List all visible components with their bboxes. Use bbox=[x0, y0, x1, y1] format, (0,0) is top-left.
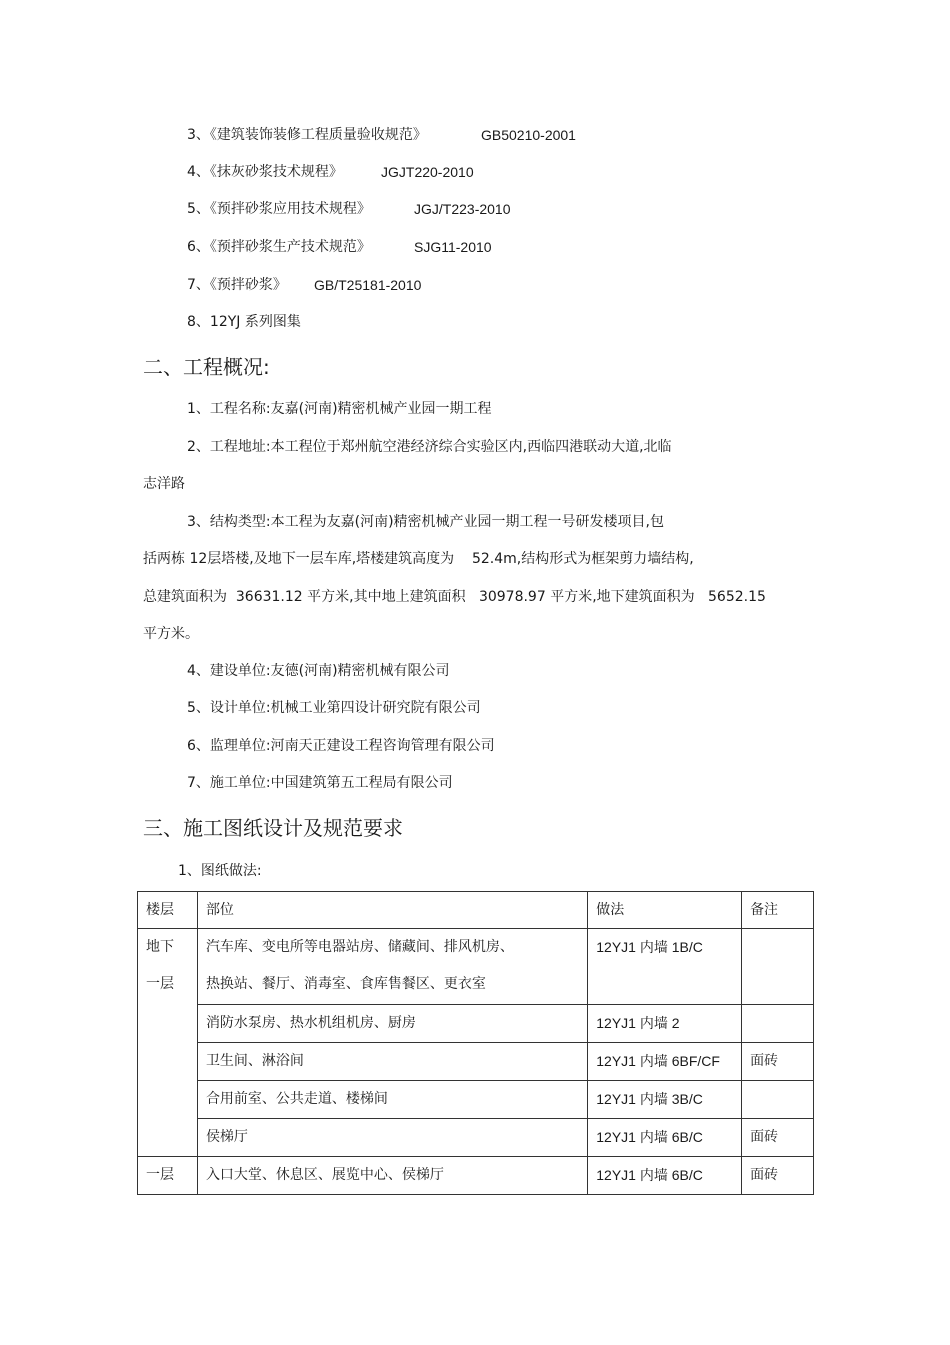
methods-table bbox=[137, 891, 814, 1195]
section-3-title: 三、施工图纸设计及规范要求 bbox=[143, 816, 403, 840]
floor-1-cell: 一层 bbox=[138, 1157, 198, 1195]
reference-4: 4、《抹灰砂浆技术规程》 bbox=[187, 164, 343, 180]
reference-7-code: GB/T25181-2010 bbox=[314, 277, 422, 293]
table-row bbox=[138, 1119, 814, 1157]
drawing-methods-label: 1、图纸做法: bbox=[178, 863, 262, 879]
reference-3-code: GB50210-2001 bbox=[481, 127, 576, 143]
note-cell: 面砖 bbox=[742, 1043, 814, 1081]
project-address-cont: 志洋路 bbox=[143, 476, 185, 492]
reference-8: 8、12YJ 系列图集 bbox=[187, 314, 301, 330]
note-cell bbox=[742, 929, 814, 1005]
method-cell: 12YJ1 内墙 6B/C bbox=[588, 1157, 742, 1195]
table-row bbox=[138, 929, 814, 1005]
table-row bbox=[138, 1043, 814, 1081]
reference-5-code: JGJ/T223-2010 bbox=[414, 201, 511, 217]
note-cell bbox=[742, 1005, 814, 1043]
header-floor: 楼层 bbox=[138, 892, 198, 929]
floor-b1-cell bbox=[138, 929, 198, 1157]
part-cell: 合用前室、公共走道、楼梯间 bbox=[197, 1081, 587, 1119]
part-cell bbox=[197, 929, 587, 1005]
part-cell: 入口大堂、休息区、展览中心、侯梯厅 bbox=[197, 1157, 587, 1195]
table-row bbox=[138, 1005, 814, 1043]
header-method: 做法 bbox=[588, 892, 742, 929]
note-cell bbox=[742, 1081, 814, 1119]
header-note: 备注 bbox=[742, 892, 814, 929]
section-2-title: 二、工程概况: bbox=[143, 355, 270, 379]
owner-unit: 4、建设单位:友德(河南)精密机械有限公司 bbox=[187, 663, 450, 679]
project-name: 1、工程名称:友嘉(河南)精密机械产业园一期工程 bbox=[187, 401, 492, 417]
part-line: 热换站、餐厅、消毒室、食库售餐区、更衣室 bbox=[205, 976, 486, 992]
table-row bbox=[138, 1081, 814, 1119]
header-part: 部位 bbox=[197, 892, 587, 929]
table-row bbox=[138, 1157, 814, 1195]
reference-5: 5、《预拌砂浆应用技术规程》 bbox=[187, 201, 371, 217]
method-cell: 12YJ1 内墙 1B/C bbox=[588, 929, 742, 1005]
part-cell: 卫生间、淋浴间 bbox=[197, 1043, 587, 1081]
reference-3: 3、《建筑装饰装修工程质量验收规范》 bbox=[187, 127, 427, 143]
reference-6: 6、《预拌砂浆生产技术规范》 bbox=[187, 239, 371, 255]
method-cell: 12YJ1 内墙 2 bbox=[588, 1005, 742, 1043]
construction-unit: 7、施工单位:中国建筑第五工程局有限公司 bbox=[187, 775, 453, 791]
method-cell: 12YJ1 内墙 3B/C bbox=[588, 1081, 742, 1119]
table-header-row bbox=[138, 892, 814, 929]
part-line: 汽车库、变电所等电器站房、储藏间、排风机房、 bbox=[205, 939, 514, 955]
floor-b1-line2: 一层 bbox=[146, 976, 174, 992]
structure-type: 3、结构类型:本工程为友嘉(河南)精密机械产业园一期工程一号研发楼项目,包 bbox=[187, 514, 664, 530]
reference-7: 7、《预拌砂浆》 bbox=[187, 277, 287, 293]
note-cell: 面砖 bbox=[742, 1119, 814, 1157]
method-cell: 12YJ1 内墙 6B/C bbox=[588, 1119, 742, 1157]
supervision-unit: 6、监理单位:河南天正建设工程咨询管理有限公司 bbox=[187, 738, 495, 754]
part-cell: 侯梯厅 bbox=[197, 1119, 587, 1157]
floor-b1-line1: 地下 bbox=[146, 939, 174, 955]
project-address: 2、工程地址:本工程位于郑州航空港经济综合实验区内,西临四港联动大道,北临 bbox=[187, 439, 672, 455]
structure-type-cont-3: 平方米。 bbox=[143, 626, 199, 642]
note-cell: 面砖 bbox=[742, 1157, 814, 1195]
design-unit: 5、设计单位:机械工业第四设计研究院有限公司 bbox=[187, 700, 481, 716]
reference-6-code: SJG11-2010 bbox=[414, 239, 492, 255]
structure-type-cont-2: 总建筑面积为 36631.12 平方米,其中地上建筑面积 30978.97 平方米,地下建筑面积为 5652.15 bbox=[143, 589, 766, 605]
structure-type-cont-1: 括两栋 12层塔楼,及地下一层车库,塔楼建筑高度为 52.4m,结构形式为框架剪力墙结构, bbox=[143, 551, 694, 567]
reference-4-code: JGJT220-2010 bbox=[381, 164, 474, 180]
method-cell: 12YJ1 内墙 6BF/CF bbox=[588, 1043, 742, 1081]
part-cell: 消防水泵房、热水机组机房、厨房 bbox=[197, 1005, 587, 1043]
